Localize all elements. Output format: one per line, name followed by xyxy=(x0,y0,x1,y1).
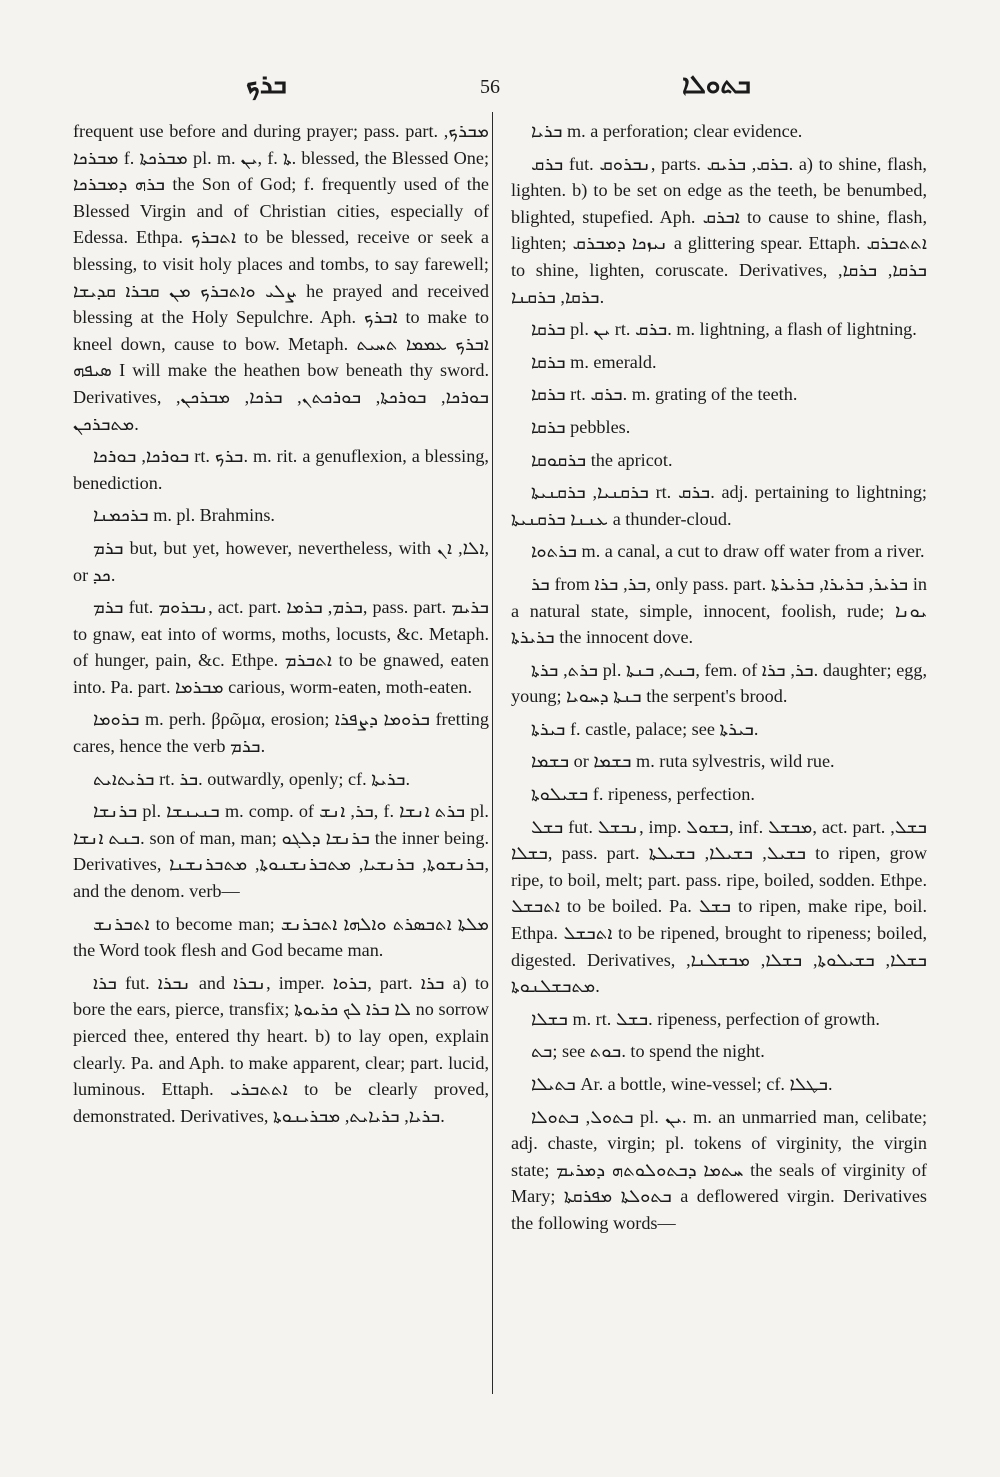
entry: ܒܬܝܠܐ Ar. a bottle, wine-vessel; cf. ܒܛܠܐ. xyxy=(531,1074,833,1094)
entry: ܒܫܡܐ or ܒܫܡܐ m. ruta sylvestris, wild rue. xyxy=(531,751,835,772)
entry: ܒܝܪܬܐ f. castle, palace; see ܒܝܪܬܐ. xyxy=(531,718,759,739)
entry: ܒܪܡ fut. ܢܒܪܘܡ, act. part. ܒܪܡ, ܒܪܡܐ, pass. part. ܒܪܝܡ to gnaw, eat into of worms, moths, locusts, &c. Metaph. of hunger, pain, &c. Ethpe. ܐܬܒܪܡ to be gnawed, eaten into. Pa. part. ܡܒܪܡܐ carious, worm-eaten, moth-eaten. xyxy=(73,597,489,697)
right-running-headword: ܒܬܘܠܐ xyxy=(682,70,751,100)
entry: ܒܪܩ fut. ܢܒܪܘܩ, parts. ܒܪܩ, ܒܪܝܩ. a) to shine, flash, lighten. b) to be set on edge as the teeth, be benumbed, blighted, stupefied. Aph. ܐܒܪܩ to cause to shine, flash, lighten; ܢܝܙܟܐ ܕܡܒܪܩ a glittering spear. Ettaph. ܐܬܬܒܪܩ to shine, lighten, coruscate. Derivatives, ܒܪܩܐ, ܒܪܩܐ, ܒܪܩܐ, ܒܪܩܢܐ. xyxy=(511,153,927,307)
entry: ܒܪܐ fut. ܢܒܪܐ and ܢܒܪܐ, imper. ܒܪܘܐ, part. ܒܪܐ a) to bore the ears, pierce, transfix; ܠܐ ܒܪܐ ܠܟ ܟܪܝܘܬܐ no sorrow pierced thee, entered thy heart. b) to lay open, explain clearly. Pa. and Aph. to make apparent, clear; part. lucid, luminous. Ettaph. ܐܬܬܒܪܝ to be clearly proved, demonstrated. Derivatives, ܒܪܝܐ, ܒܪܝܐܝܬ, ܡܒܪܝܢܘܬܐ. xyxy=(73,972,490,1126)
entry: ܒܬܘܠ, ܒܬܘܠܐ pl. ܝܢ. m. an unmarried man, celibate; adj. chaste, virgin; pl. tokens of virginity, the virgin state; ܚܬܡܐ ܕܒܬܘܠܘܬܗ ܕܡܪܝܡ the seals of virginity of Mary; ܒܬܘܠܬܐ ܡܦܪܩܬܐ a deflowered virgin. Derivatives the following words— xyxy=(511,1106,927,1233)
entry: ܒܪܟܡܢܐ m. pl. Brahmins. xyxy=(93,505,275,526)
entry: ܒܫܠ fut. ܢܒܫܠ, imp. ܒܫܘܠ, inf. ܡܒܫܠ, act. part. ܒܫܠ, ܒܫܠܐ, pass. part. ܒܫܝܠ, ܒܫܝܠܐ, ܒܫܝܠܬܐ to ripen, grow ripe, to boil, melt; part. pass. ripe, boiled, sodden. Ethpe. ܐܬܒܫܠ to be boiled. Pa. ܒܫܠ to ripen, make ripe, boil. Ethpa. ܐܬܒܫܠ to be ripened, brought to ripeness; boiled, digested. Derivatives, ܒܫܠܐ, ܒܫܝܠܘܬܐ, ܒܫܠܐ, ܡܒܫܠܢܐ, ܡܬܒܫܠܢܘܬܐ. xyxy=(511,816,927,997)
right-column xyxy=(511,118,927,1243)
left-running-headword: ܒܪܟ xyxy=(246,70,287,100)
entry: ܒܬ; see ܒܘܬ. to spend the night. xyxy=(531,1041,765,1062)
entry: ܒܪܘܡܐ m. perh. βρῶμα, erosion; ܒܪܘܡܐ ܕܨܦܪܐ fretting cares, hence the verb ܒܪܡ. xyxy=(73,709,489,757)
entry: ܒܪܝܬܐܝܬ rt. ܒܪ. outwardly, openly; cf. ܒܪܝܬܐ. xyxy=(93,768,411,789)
entry: ܒܪܡ but, but yet, however, nevertheless, with ܐܠܐ, ܐܢ, or ܟܕ. xyxy=(73,537,489,585)
entry: ܒܪܩܢܝܐ, ܒܪܩܢܝܬܐ rt. ܒܪܩ. adj. pertaining to lightning; ܥܢܢܐ ܒܪܩܢܝܬܐ a thunder-cloud. xyxy=(511,482,927,529)
entry: ܒܘܪܟܐ, ܒܘܪܟܐ rt. ܒܪܟ. m. rit. a genuflexion, a blessing, benediction. xyxy=(73,446,489,493)
entry: ܒܪܩܐ rt. ܒܪܩ. m. grating of the teeth. xyxy=(531,384,798,405)
column-divider xyxy=(492,112,493,1394)
entry: ܐܬܒܪܢܫ to become man; ܡܠܬܐ ܐܬܒܣܪܬ ܘܐܠܗܐ ܐܬܒܪܢܫ the Word took flesh and God became man. xyxy=(73,913,489,961)
entry: ܒܪܝܐ m. a perforation; clear evidence. xyxy=(531,121,803,141)
page-header xyxy=(70,70,930,110)
entry: ܒܪܩܐ m. emerald. xyxy=(531,351,657,372)
left-column xyxy=(73,118,489,1135)
entry: ܒܫܝܠܘܬܐ f. ripeness, perfection. xyxy=(531,784,755,805)
entry: ܒܫܠܐ m. rt. ܒܫܠ. ripeness, perfection of growth. xyxy=(531,1008,880,1029)
entry: ܒܪܢܫܐ pl. ܒܢܝܢܫܐ m. comp. of ܒܪ, ܐܢܫ, f. ܒܪܬ ܐܢܫܐ pl. ܒܢܬ ܐܢܫܐ. son of man, man; ܒܪܢܫܐ ܕܠܓܘ the inner being. Derivatives, ܒܪܢܫܘܬܐ, ܒܪܢܫܝܐ, ܡܬܒܪܢܫܢܘܬܐ, ܡܬܒܪܢܫܢܐ, and the denom. verb— xyxy=(73,801,489,902)
entry: ܒܪܬܘܐ m. a canal, a cut to draw off water from a river. xyxy=(531,541,925,562)
entry: ܒܪܩܘܩܐ the apricot. xyxy=(531,449,673,470)
entry: frequent use before and during prayer; pass. part. ܡܒܪܟ, ܡܒܪܟܐ f. ܡܒܪܟܬܐ pl. m. ܝܢ, f. ܬܐ. blessed, the Blessed One; ܒܪܗ ܕܡܒܪܟܐ the Son of God; f. frequently used of the Blessed Virgin and of Christian cities, especially of Edessa. Ethpa. ܐܬܒܪܟ to be blessed, receive or seek a blessing, to visit holy places and tombs, to say farewell; ܨܠܝ ܘܐܬܒܪܟ ܡܢ ܩܒܪܐ ܩܕܝܫܐ he prayed and received blessing at the Holy Sepulchre. Aph. ܐܒܪܟ to make to kneel down, cause to bow. Metaph. ܐܒܪܟ ܥܡܡܐ ܬܚܝܬ ܣܝܦܗ I will make the heathen bow beneath thy sword. Derivatives, ܒܘܪܟܐ, ܒܘܪܟܬܐ, ܒܘܪܟܬܢ, ܒܪܟܐ, ܡܒܪܟܢ, ܡܬܒܪܟܢ. xyxy=(73,121,489,434)
entry: ܒܪܩܐ pl. ܝܢ rt. ܒܪܩ. m. lightning, a flash of lightning. xyxy=(531,319,917,340)
page-number: 56 xyxy=(480,76,500,98)
entry: ܒܪܬ, ܒܪܬܐ pl. ܒܢܬ, ܒܢܬܐ, fem. of ܒܪ, ܒܪܐ. daughter; egg, young; ܒܢܬܐ ܕܚܘܝܐ the serpent's brood. xyxy=(511,659,927,707)
entry: ܒܪ from ܒܪ, ܒܪܐ, only pass. part. ܒܪܝܪ, ܒܪܝܪܐ, ܒܪܝܪܬܐ in a natural state, simple, innocent, foolish, rude; ܝܘܢܐ ܒܪܝܪܬܐ the innocent dove. xyxy=(511,573,927,648)
entry: ܒܪܩܐ pebbles. xyxy=(531,416,631,437)
